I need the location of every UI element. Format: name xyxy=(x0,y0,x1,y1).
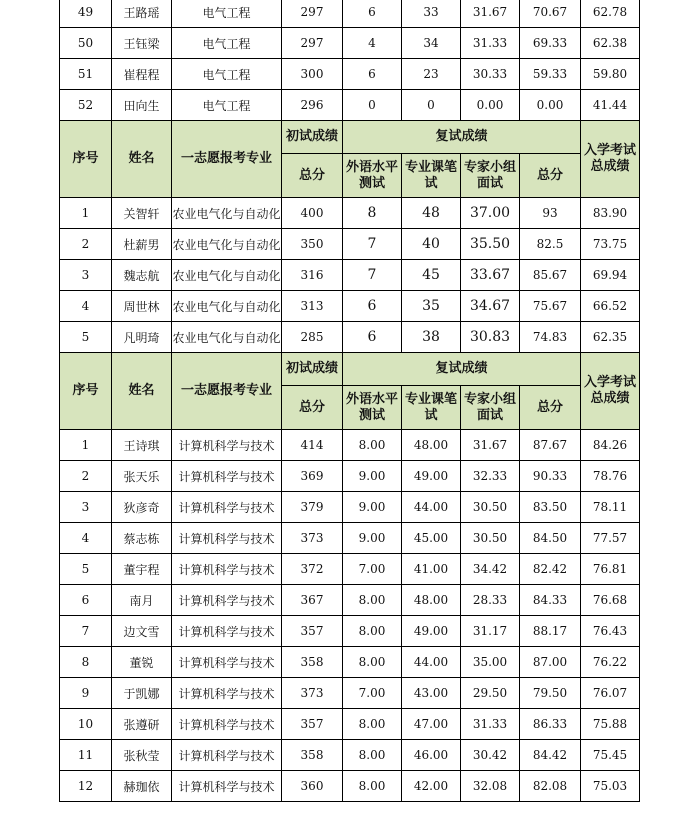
name-cell: 张天乐 xyxy=(112,461,172,492)
written-cell: 47.00 xyxy=(402,709,461,740)
final-cell: 83.90 xyxy=(581,198,640,229)
major-cell: 计算机科学与技术 xyxy=(172,771,282,802)
written-cell: 48 xyxy=(402,198,461,229)
name-cell: 张遵研 xyxy=(112,709,172,740)
written-cell: 45 xyxy=(402,260,461,291)
foreign-cell: 4 xyxy=(343,28,402,59)
initial-total-cell: 350 xyxy=(282,229,343,260)
seq-cell: 2 xyxy=(60,229,112,260)
written-cell: 38 xyxy=(402,322,461,353)
seq-cell: 50 xyxy=(60,28,112,59)
foreign-cell: 8 xyxy=(343,198,402,229)
seq-cell: 5 xyxy=(60,322,112,353)
seq-cell: 6 xyxy=(60,585,112,616)
initial-total-cell: 300 xyxy=(282,59,343,90)
table-row xyxy=(60,28,640,59)
name-cell: 赫珈依 xyxy=(112,771,172,802)
seq-cell: 4 xyxy=(60,291,112,322)
major-cell: 电气工程 xyxy=(172,59,282,90)
retest-total-cell: 87.67 xyxy=(520,430,581,461)
table-row xyxy=(60,647,640,678)
foreign-cell: 8.00 xyxy=(343,771,402,802)
final-cell: 76.43 xyxy=(581,616,640,647)
initial-total-cell: 372 xyxy=(282,554,343,585)
seq-cell: 12 xyxy=(60,771,112,802)
header-foreign: 外语水平测试 xyxy=(343,386,402,430)
name-cell: 蔡志栋 xyxy=(112,523,172,554)
name-cell: 张秋莹 xyxy=(112,740,172,771)
initial-total-cell: 400 xyxy=(282,198,343,229)
initial-total-cell: 297 xyxy=(282,0,343,28)
name-cell: 王诗琪 xyxy=(112,430,172,461)
foreign-cell: 9.00 xyxy=(343,461,402,492)
interview-cell: 33.67 xyxy=(461,260,520,291)
initial-total-cell: 379 xyxy=(282,492,343,523)
interview-cell: 37.00 xyxy=(461,198,520,229)
written-cell: 40 xyxy=(402,229,461,260)
header-major: 一志愿报考专业 xyxy=(172,353,282,430)
header-initial: 初试成绩 xyxy=(282,353,343,386)
interview-cell: 31.17 xyxy=(461,616,520,647)
seq-cell: 4 xyxy=(60,523,112,554)
header-interview: 专家小组面试 xyxy=(461,154,520,198)
table-row xyxy=(60,291,640,322)
interview-cell: 30.50 xyxy=(461,523,520,554)
name-cell: 田向生 xyxy=(112,90,172,121)
initial-total-cell: 367 xyxy=(282,585,343,616)
major-cell: 农业电气化与自动化 xyxy=(172,260,282,291)
final-cell: 75.45 xyxy=(581,740,640,771)
written-cell: 23 xyxy=(402,59,461,90)
retest-total-cell: 84.50 xyxy=(520,523,581,554)
retest-total-cell: 82.08 xyxy=(520,771,581,802)
retest-total-cell: 87.00 xyxy=(520,647,581,678)
initial-total-cell: 285 xyxy=(282,322,343,353)
seq-cell: 51 xyxy=(60,59,112,90)
name-cell: 杜薪男 xyxy=(112,229,172,260)
foreign-cell: 8.00 xyxy=(343,585,402,616)
initial-total-cell: 373 xyxy=(282,523,343,554)
interview-cell: 31.67 xyxy=(461,430,520,461)
name-cell: 董宇程 xyxy=(112,554,172,585)
final-cell: 76.68 xyxy=(581,585,640,616)
header-written: 专业课笔试 xyxy=(402,154,461,198)
interview-cell: 31.67 xyxy=(461,0,520,28)
foreign-cell: 8.00 xyxy=(343,647,402,678)
interview-cell: 30.50 xyxy=(461,492,520,523)
header-major: 一志愿报考专业 xyxy=(172,121,282,198)
major-cell: 计算机科学与技术 xyxy=(172,740,282,771)
major-cell: 计算机科学与技术 xyxy=(172,492,282,523)
table-row xyxy=(60,260,640,291)
initial-total-cell: 373 xyxy=(282,678,343,709)
written-cell: 0 xyxy=(402,90,461,121)
final-cell: 76.07 xyxy=(581,678,640,709)
table-row xyxy=(60,229,640,260)
name-cell: 狄彦奇 xyxy=(112,492,172,523)
retest-total-cell: 90.33 xyxy=(520,461,581,492)
retest-total-cell: 82.42 xyxy=(520,554,581,585)
final-cell: 69.94 xyxy=(581,260,640,291)
table-row xyxy=(60,198,640,229)
foreign-cell: 0 xyxy=(343,90,402,121)
header-name: 姓名 xyxy=(112,353,172,430)
table-row xyxy=(60,523,640,554)
written-cell: 48.00 xyxy=(402,585,461,616)
written-cell: 33 xyxy=(402,0,461,28)
header-retest: 复试成绩 xyxy=(343,353,581,386)
major-cell: 计算机科学与技术 xyxy=(172,678,282,709)
table-row xyxy=(60,492,640,523)
final-cell: 62.78 xyxy=(581,0,640,28)
header-retest: 复试成绩 xyxy=(343,121,581,154)
final-cell: 59.80 xyxy=(581,59,640,90)
header-name: 姓名 xyxy=(112,121,172,198)
foreign-cell: 9.00 xyxy=(343,492,402,523)
initial-total-cell: 369 xyxy=(282,461,343,492)
initial-total-cell: 313 xyxy=(282,291,343,322)
retest-total-cell: 70.67 xyxy=(520,0,581,28)
major-cell: 计算机科学与技术 xyxy=(172,616,282,647)
final-cell: 62.38 xyxy=(581,28,640,59)
seq-cell: 49 xyxy=(60,0,112,28)
name-cell: 于凯娜 xyxy=(112,678,172,709)
written-cell: 42.00 xyxy=(402,771,461,802)
table-row xyxy=(60,90,640,121)
table-row xyxy=(60,740,640,771)
final-cell: 76.81 xyxy=(581,554,640,585)
major-cell: 计算机科学与技术 xyxy=(172,554,282,585)
written-cell: 43.00 xyxy=(402,678,461,709)
major-cell: 计算机科学与技术 xyxy=(172,709,282,740)
seq-cell: 3 xyxy=(60,260,112,291)
interview-cell: 29.50 xyxy=(461,678,520,709)
header-retest-total: 总分 xyxy=(520,154,581,198)
header-seq: 序号 xyxy=(60,353,112,430)
interview-cell: 31.33 xyxy=(461,709,520,740)
table-row xyxy=(60,0,640,28)
foreign-cell: 7.00 xyxy=(343,554,402,585)
major-cell: 计算机科学与技术 xyxy=(172,461,282,492)
name-cell: 边文雪 xyxy=(112,616,172,647)
seq-cell: 9 xyxy=(60,678,112,709)
table-row xyxy=(60,616,640,647)
name-cell: 崔程程 xyxy=(112,59,172,90)
final-cell: 75.88 xyxy=(581,709,640,740)
name-cell: 关智轩 xyxy=(112,198,172,229)
foreign-cell: 8.00 xyxy=(343,709,402,740)
seq-cell: 1 xyxy=(60,198,112,229)
foreign-cell: 8.00 xyxy=(343,616,402,647)
interview-cell: 35.50 xyxy=(461,229,520,260)
interview-cell: 28.33 xyxy=(461,585,520,616)
foreign-cell: 6 xyxy=(343,0,402,28)
retest-total-cell: 84.33 xyxy=(520,585,581,616)
written-cell: 34 xyxy=(402,28,461,59)
final-cell: 78.11 xyxy=(581,492,640,523)
final-cell: 76.22 xyxy=(581,647,640,678)
major-cell: 计算机科学与技术 xyxy=(172,430,282,461)
interview-cell: 35.00 xyxy=(461,647,520,678)
written-cell: 45.00 xyxy=(402,523,461,554)
initial-total-cell: 360 xyxy=(282,771,343,802)
initial-total-cell: 357 xyxy=(282,709,343,740)
written-cell: 41.00 xyxy=(402,554,461,585)
name-cell: 董锐 xyxy=(112,647,172,678)
final-cell: 78.76 xyxy=(581,461,640,492)
foreign-cell: 7 xyxy=(343,260,402,291)
written-cell: 49.00 xyxy=(402,616,461,647)
major-cell: 农业电气化与自动化 xyxy=(172,291,282,322)
foreign-cell: 8.00 xyxy=(343,740,402,771)
retest-total-cell: 86.33 xyxy=(520,709,581,740)
foreign-cell: 7 xyxy=(343,229,402,260)
header-initial: 初试成绩 xyxy=(282,121,343,154)
name-cell: 周世林 xyxy=(112,291,172,322)
major-cell: 计算机科学与技术 xyxy=(172,647,282,678)
major-cell: 电气工程 xyxy=(172,28,282,59)
interview-cell: 32.08 xyxy=(461,771,520,802)
header-final: 入学考试总成绩 xyxy=(581,353,640,430)
table-row xyxy=(60,771,640,802)
initial-total-cell: 297 xyxy=(282,28,343,59)
score-table xyxy=(59,0,640,802)
header-retest-total: 总分 xyxy=(520,386,581,430)
final-cell: 75.03 xyxy=(581,771,640,802)
final-cell: 77.57 xyxy=(581,523,640,554)
initial-total-cell: 414 xyxy=(282,430,343,461)
foreign-cell: 6 xyxy=(343,59,402,90)
major-cell: 计算机科学与技术 xyxy=(172,585,282,616)
retest-total-cell: 88.17 xyxy=(520,616,581,647)
written-cell: 35 xyxy=(402,291,461,322)
initial-total-cell: 296 xyxy=(282,90,343,121)
final-cell: 84.26 xyxy=(581,430,640,461)
name-cell: 南月 xyxy=(112,585,172,616)
major-cell: 计算机科学与技术 xyxy=(172,523,282,554)
retest-total-cell: 93 xyxy=(520,198,581,229)
seq-cell: 3 xyxy=(60,492,112,523)
retest-total-cell: 83.50 xyxy=(520,492,581,523)
final-cell: 73.75 xyxy=(581,229,640,260)
header-seq: 序号 xyxy=(60,121,112,198)
name-cell: 魏志航 xyxy=(112,260,172,291)
foreign-cell: 6 xyxy=(343,291,402,322)
table-row xyxy=(60,59,640,90)
interview-cell: 32.33 xyxy=(461,461,520,492)
major-cell: 电气工程 xyxy=(172,0,282,28)
retest-total-cell: 0.00 xyxy=(520,90,581,121)
initial-total-cell: 358 xyxy=(282,740,343,771)
seq-cell: 2 xyxy=(60,461,112,492)
table-row xyxy=(60,585,640,616)
initial-total-cell: 357 xyxy=(282,616,343,647)
written-cell: 44.00 xyxy=(402,492,461,523)
interview-cell: 34.67 xyxy=(461,291,520,322)
foreign-cell: 9.00 xyxy=(343,523,402,554)
foreign-cell: 8.00 xyxy=(343,430,402,461)
major-cell: 农业电气化与自动化 xyxy=(172,322,282,353)
table-row xyxy=(60,461,640,492)
header-written: 专业课笔试 xyxy=(402,386,461,430)
table-row xyxy=(60,554,640,585)
seq-cell: 52 xyxy=(60,90,112,121)
interview-cell: 0.00 xyxy=(461,90,520,121)
seq-cell: 11 xyxy=(60,740,112,771)
header-total: 总分 xyxy=(282,154,343,198)
table-row xyxy=(60,678,640,709)
retest-total-cell: 59.33 xyxy=(520,59,581,90)
written-cell: 49.00 xyxy=(402,461,461,492)
initial-total-cell: 358 xyxy=(282,647,343,678)
major-cell: 农业电气化与自动化 xyxy=(172,198,282,229)
name-cell: 凡明琦 xyxy=(112,322,172,353)
name-cell: 王路瑶 xyxy=(112,0,172,28)
interview-cell: 30.33 xyxy=(461,59,520,90)
table-row xyxy=(60,709,640,740)
interview-cell: 34.42 xyxy=(461,554,520,585)
header-row xyxy=(60,121,640,154)
retest-total-cell: 74.83 xyxy=(520,322,581,353)
table-row xyxy=(60,430,640,461)
name-cell: 王钰梁 xyxy=(112,28,172,59)
header-row xyxy=(60,353,640,386)
seq-cell: 5 xyxy=(60,554,112,585)
final-cell: 66.52 xyxy=(581,291,640,322)
seq-cell: 7 xyxy=(60,616,112,647)
header-total: 总分 xyxy=(282,386,343,430)
retest-total-cell: 69.33 xyxy=(520,28,581,59)
written-cell: 46.00 xyxy=(402,740,461,771)
seq-cell: 10 xyxy=(60,709,112,740)
header-interview: 专家小组面试 xyxy=(461,386,520,430)
interview-cell: 30.83 xyxy=(461,322,520,353)
foreign-cell: 7.00 xyxy=(343,678,402,709)
final-cell: 41.44 xyxy=(581,90,640,121)
major-cell: 农业电气化与自动化 xyxy=(172,229,282,260)
seq-cell: 1 xyxy=(60,430,112,461)
major-cell: 电气工程 xyxy=(172,90,282,121)
retest-total-cell: 79.50 xyxy=(520,678,581,709)
header-final: 入学考试总成绩 xyxy=(581,121,640,198)
retest-total-cell: 75.67 xyxy=(520,291,581,322)
written-cell: 44.00 xyxy=(402,647,461,678)
seq-cell: 8 xyxy=(60,647,112,678)
header-foreign: 外语水平测试 xyxy=(343,154,402,198)
foreign-cell: 6 xyxy=(343,322,402,353)
interview-cell: 31.33 xyxy=(461,28,520,59)
initial-total-cell: 316 xyxy=(282,260,343,291)
table-row xyxy=(60,322,640,353)
interview-cell: 30.42 xyxy=(461,740,520,771)
retest-total-cell: 84.42 xyxy=(520,740,581,771)
retest-total-cell: 82.5 xyxy=(520,229,581,260)
written-cell: 48.00 xyxy=(402,430,461,461)
retest-total-cell: 85.67 xyxy=(520,260,581,291)
final-cell: 62.35 xyxy=(581,322,640,353)
